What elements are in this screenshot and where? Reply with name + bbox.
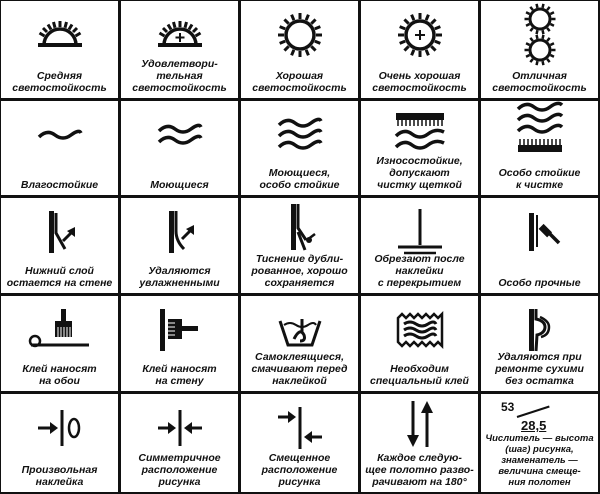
cell-removed-wet xyxy=(119,196,240,295)
cell-label: Износостойкие, допускают чистку щеткой xyxy=(376,155,463,191)
cell-duplex-embossing xyxy=(239,196,360,295)
sun-ray xyxy=(530,59,532,62)
cell-label: Числитель — высота (шаг) рисунка, знаменатель — величина смеще- ния полотен xyxy=(485,433,594,488)
sun-ray xyxy=(404,46,408,50)
two-waves-icon xyxy=(155,122,205,148)
cell-satisfactory-lightfastness xyxy=(119,0,240,100)
sun-ray xyxy=(536,61,537,65)
sun-ray xyxy=(530,28,532,31)
sun-ray xyxy=(291,15,293,21)
sun-ray xyxy=(431,19,435,23)
brush-wall-icon xyxy=(150,305,210,355)
cut-overlap-icon xyxy=(390,207,450,257)
cell-label: Тиснение дубли- рованное, хорошо сохраняется xyxy=(251,253,348,289)
cell-label: Симметричное расположение рисунка xyxy=(138,452,221,488)
cell-label: Влагостойкие xyxy=(20,179,99,191)
sun-ray xyxy=(411,50,413,56)
special-glue-icon xyxy=(392,310,448,350)
sun-ray xyxy=(526,55,530,57)
cell-label: Клей наносят на обои xyxy=(22,363,97,387)
sun-ray xyxy=(550,12,554,14)
sun-ray xyxy=(431,46,435,50)
cell-label: Отличная светостойкость xyxy=(492,70,587,94)
cell-label: Моющиеся xyxy=(150,179,209,191)
arrow-zero-icon xyxy=(30,406,90,450)
cell-offset-pattern xyxy=(239,392,360,494)
sun-ray xyxy=(314,41,320,43)
half-sun-icon xyxy=(30,15,90,55)
sun-ray xyxy=(426,50,428,56)
sun-ray xyxy=(284,19,288,23)
cell-self-adhesive xyxy=(239,294,360,393)
cell-label: Произвольная наклейка xyxy=(21,464,98,488)
cell-label: Обрезают после наклейки с перекрытием xyxy=(374,253,465,289)
water-basin-icon xyxy=(272,305,328,355)
sun-ray xyxy=(404,19,408,23)
dry-peel-icon xyxy=(515,305,565,355)
cell-label: Удаляются при ремонте сухими без остатка xyxy=(495,351,584,387)
sun-ray xyxy=(426,15,428,21)
cell-label: Особо стойкие к чистке xyxy=(498,167,581,191)
cell-rotate-180 xyxy=(359,392,480,494)
one-wave-icon xyxy=(35,125,85,145)
arrows-updown-icon xyxy=(395,397,445,451)
cell-label: Удаляются увлажненными xyxy=(139,265,220,289)
sun-ray xyxy=(547,59,549,62)
cell-bottom-layer-stays xyxy=(0,196,120,295)
arrows-center-icon xyxy=(150,406,210,450)
cell-label: Необходим специальный клей xyxy=(370,363,469,387)
cell-glue-on-wall xyxy=(119,294,240,393)
sun-ray xyxy=(306,50,308,56)
sun-ray xyxy=(530,7,532,10)
sun-ray xyxy=(314,27,320,29)
sun-ray xyxy=(434,41,440,43)
sun-ray xyxy=(536,35,537,39)
cell-label: Средняя светостойкость xyxy=(12,70,107,94)
sun-ray xyxy=(536,30,537,34)
sun-ray xyxy=(542,4,543,8)
cell-label: Очень хорошая светостойкость xyxy=(372,70,467,94)
cell-wear-resistant xyxy=(359,99,480,197)
sun-ray xyxy=(291,50,293,56)
sun-ray xyxy=(530,38,532,41)
cell-label: Самоклеящиеся, смачивают перед наклейкой xyxy=(251,351,348,387)
cell-washable xyxy=(119,99,240,197)
fraction-denominator: 28,5 xyxy=(521,418,547,433)
cell-label: Каждое следую- щее полотно разво- рачивают на 180° xyxy=(365,452,474,488)
sun-ray xyxy=(434,27,440,29)
cell-label: Особо прочные xyxy=(498,277,581,289)
sun-ray xyxy=(279,27,285,29)
cell-cut-after-overlap xyxy=(359,196,480,295)
cell-good-lightfastness xyxy=(239,0,360,100)
peel-double-icon xyxy=(275,202,325,254)
cell-average-lightfastness xyxy=(0,0,120,100)
sun-ray xyxy=(547,28,549,31)
sun-ray xyxy=(284,46,288,50)
cell-excellent-lightfastness xyxy=(479,0,600,100)
sun-ray xyxy=(399,41,405,43)
cell-label: Клей наносят на стену xyxy=(142,363,217,387)
cell-symmetric-pattern xyxy=(119,392,240,494)
cell-brush-resistant xyxy=(479,99,600,197)
sun-ray xyxy=(306,15,308,21)
brush-three-waves-icon xyxy=(512,103,568,159)
sun-ray xyxy=(526,24,530,26)
cell-fraction-explanation xyxy=(479,392,600,494)
half-sun-plus-icon xyxy=(150,15,210,55)
hammer-wall-icon xyxy=(515,207,565,257)
peel-bottom-icon xyxy=(35,207,85,257)
cell-label: Смещенное расположение рисунка xyxy=(261,452,338,488)
cell-label: Нижний слой остается на стене xyxy=(6,265,113,289)
sun-ray xyxy=(526,43,530,45)
fraction-numerator: 53 xyxy=(501,400,515,414)
sun-ray xyxy=(550,55,554,57)
sun-ray xyxy=(547,7,549,10)
cell-arbitrary-hanging xyxy=(0,392,120,494)
sun-ray xyxy=(550,43,554,45)
brush-roll-icon xyxy=(25,305,95,355)
sun-plus-icon xyxy=(392,7,448,63)
sun-ray xyxy=(399,27,405,29)
cell-dry-removable xyxy=(479,294,600,393)
sun-ray xyxy=(311,46,315,50)
sun-ray xyxy=(542,30,543,34)
fraction-bar xyxy=(517,406,550,418)
sun-ray xyxy=(542,35,543,39)
cell-very-good-lightfastness xyxy=(359,0,480,100)
sun-ray xyxy=(279,41,285,43)
three-waves-icon xyxy=(275,117,325,153)
cell-washable-extra xyxy=(239,99,360,197)
sun-ray xyxy=(542,61,543,65)
sun-ray xyxy=(526,12,530,14)
cell-label: Моющиеся, особо стойкие xyxy=(259,167,340,191)
sun-ray xyxy=(411,15,413,21)
sun-ray xyxy=(311,19,315,23)
peel-wet-icon xyxy=(155,207,205,257)
cell-glue-on-paper xyxy=(0,294,120,393)
arrows-offset-icon xyxy=(270,405,330,451)
sun-ray xyxy=(536,4,537,8)
cell-special-glue xyxy=(359,294,480,393)
sun-ray xyxy=(547,38,549,41)
sun-icon xyxy=(272,7,328,63)
cell-label: Хорошая светостойкость xyxy=(252,70,347,94)
cell-extra-strong xyxy=(479,196,600,295)
brush-waves-icon xyxy=(390,109,450,153)
cell-moisture-resistant xyxy=(0,99,120,197)
sun-ray xyxy=(550,24,554,26)
double-sun-icon xyxy=(520,3,560,67)
cell-label: Удовлетвори- тельная светостойкость xyxy=(132,58,227,94)
